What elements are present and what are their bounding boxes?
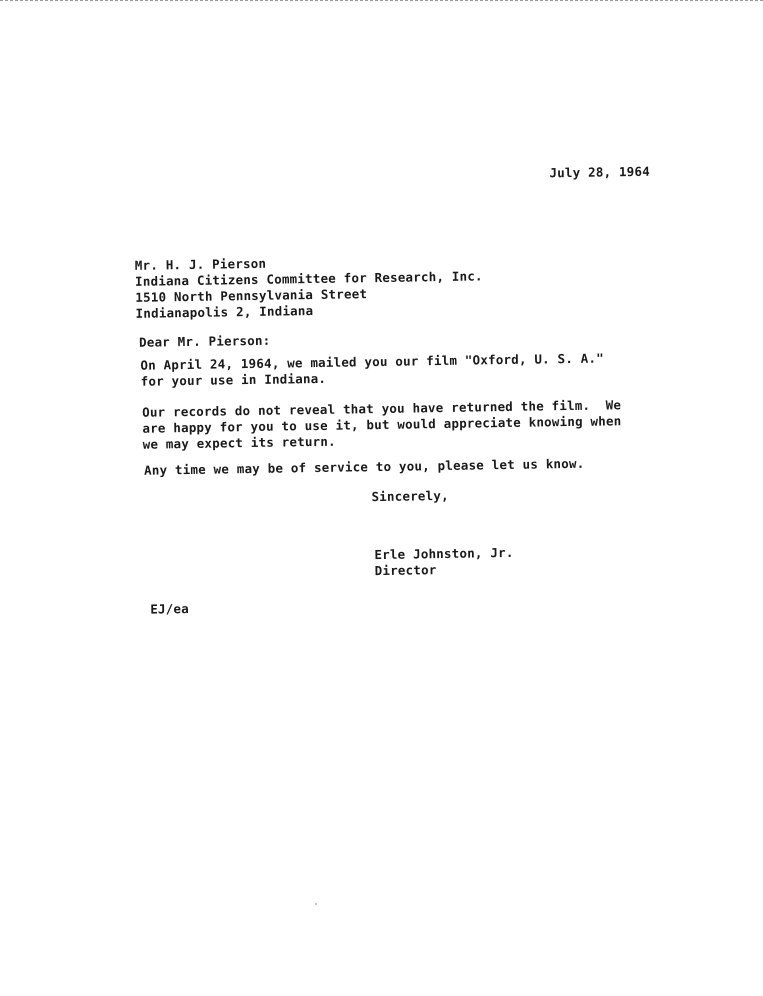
paragraph-1-line-2: for your use in Indiana. bbox=[140, 370, 327, 389]
typist-initials: EJ/ea bbox=[150, 601, 190, 617]
paragraph-2-line-1: Our records do not reveal that you have returned the film. We bbox=[142, 397, 622, 420]
salutation: Dear Mr. Pierson: bbox=[138, 332, 271, 350]
paragraph-1-line-1: On April 24, 1964, we mailed you our film "Oxford, U. S. A." bbox=[140, 350, 605, 373]
paragraph-2-line-2: are happy for you to use it, but would appreciate knowing when bbox=[142, 413, 622, 436]
letter-date: July 28, 1964 bbox=[549, 163, 650, 181]
paper-speck bbox=[315, 903, 317, 905]
recipient-city: Indianapolis 2, Indiana bbox=[135, 303, 314, 321]
paragraph-1 bbox=[140, 350, 604, 389]
signature-block bbox=[374, 545, 514, 579]
recipient-address bbox=[135, 252, 484, 321]
recipient-name: Mr. H. J. Pierson bbox=[134, 255, 267, 273]
paragraph-2 bbox=[142, 397, 622, 453]
recipient-organization: Indiana Citizens Committee for Research, Inc. bbox=[134, 268, 483, 289]
paragraph-3: Any time we may be of service to you, please let us know. bbox=[143, 455, 585, 478]
closing: Sincerely, bbox=[371, 487, 449, 505]
paragraph-2-line-3: we may expect its return. bbox=[142, 433, 336, 452]
signer-name: Erle Johnston, Jr. bbox=[374, 544, 514, 563]
recipient-street: 1510 North Pennsylvania Street bbox=[135, 286, 368, 305]
signer-title: Director bbox=[374, 562, 437, 579]
